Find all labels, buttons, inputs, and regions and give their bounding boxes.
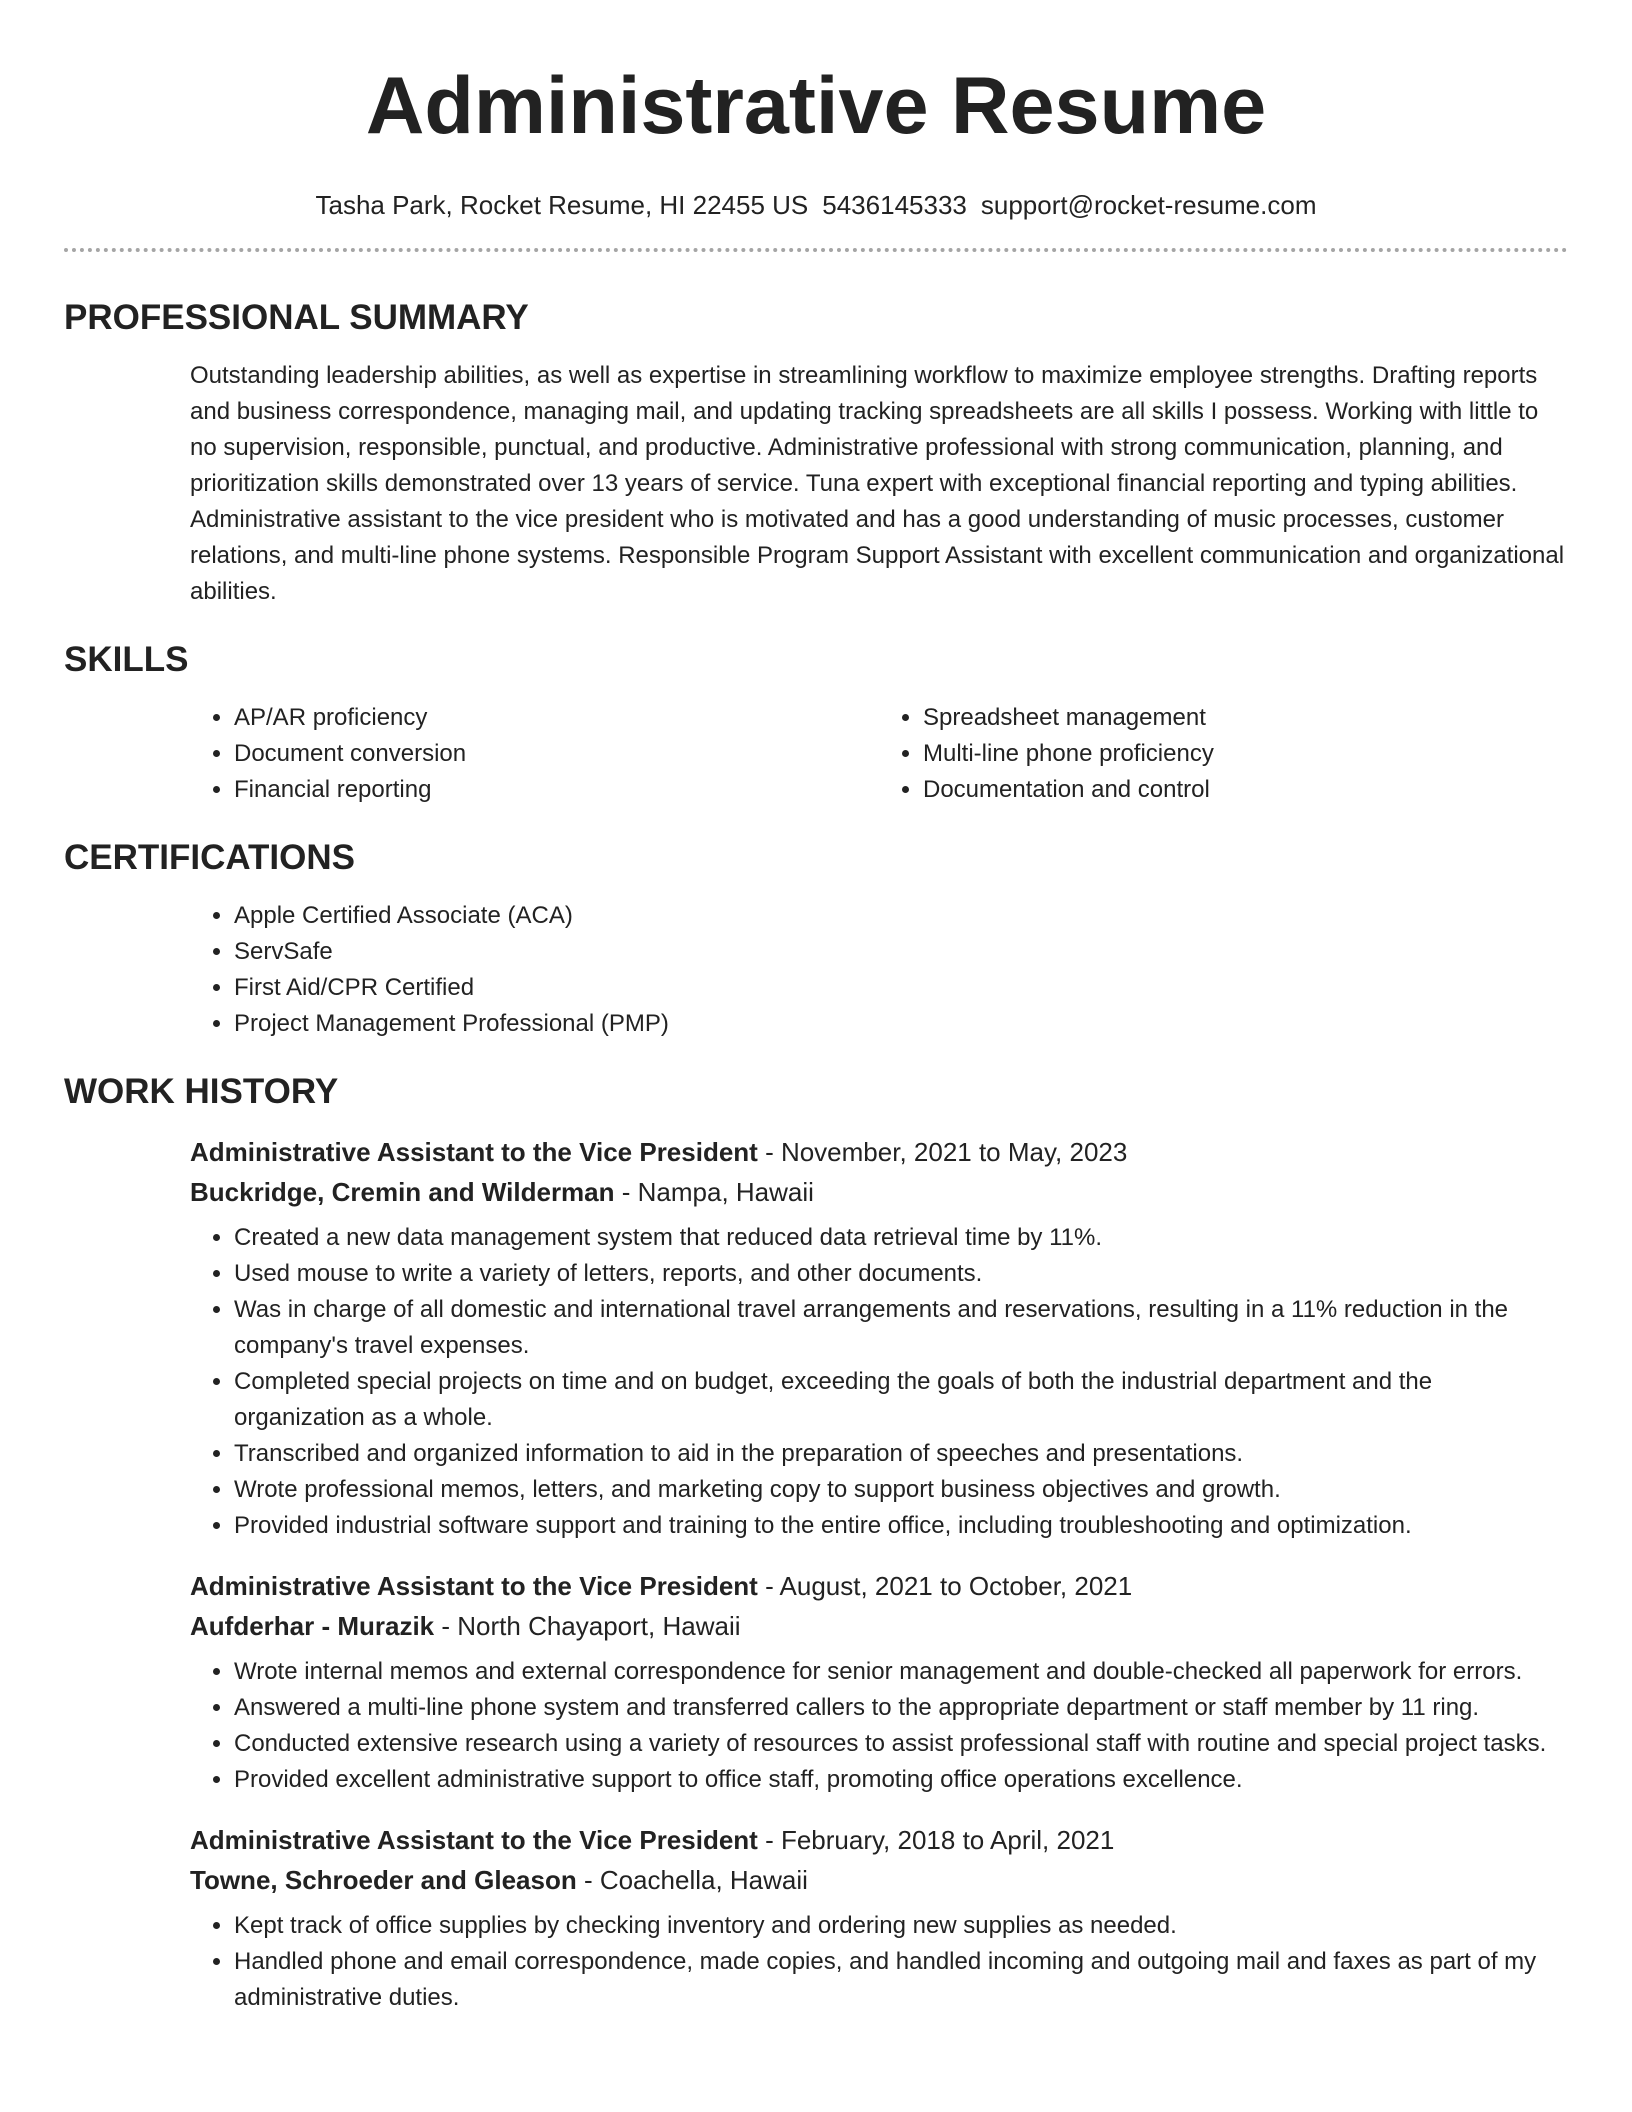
contact-line bbox=[64, 190, 1568, 220]
job-bullet: • Completed special projects on time and on budget, exceeding the goals of both the industrial department and the organization as a whole. bbox=[234, 1364, 1568, 1436]
job-bullet: • Provided excellent administrative support to office staff, promoting office operations excellence. bbox=[234, 1762, 1568, 1798]
skill-item: • Document conversion bbox=[234, 736, 879, 772]
skills-list-right bbox=[879, 700, 1568, 808]
job-title-line bbox=[190, 1820, 1568, 1860]
summary-section bbox=[64, 298, 1568, 610]
job-bullet: • Wrote professional memos, letters, and marketing copy to support business objectives and growth. bbox=[234, 1472, 1568, 1508]
job-title: Administrative Assistant to the Vice President bbox=[190, 1137, 758, 1167]
job-bullet: • Used mouse to write a variety of letters, reports, and other documents. bbox=[234, 1256, 1568, 1292]
skill-item: • Financial reporting bbox=[234, 772, 879, 808]
skills-section bbox=[64, 640, 1568, 808]
resume-page bbox=[64, 0, 1568, 2038]
job-location: - Nampa, Hawaii bbox=[614, 1177, 814, 1207]
certification-item: • First Aid/CPR Certified bbox=[234, 970, 1568, 1006]
skills-grid bbox=[190, 700, 1568, 808]
resume-title: Administrative Resume bbox=[365, 61, 1267, 151]
work-body bbox=[190, 1132, 1568, 2016]
job-bullet: • Answered a multi-line phone system and transferred callers to the appropriate department or staff member by 11 ring. bbox=[234, 1690, 1568, 1726]
job-entry bbox=[190, 1132, 1568, 1544]
job-dates: - November, 2021 to May, 2023 bbox=[757, 1137, 1128, 1167]
job-entry bbox=[190, 1820, 1568, 2016]
job-dates: - August, 2021 to October, 2021 bbox=[757, 1571, 1133, 1601]
job-entry bbox=[190, 1566, 1568, 1798]
job-company-line bbox=[190, 1172, 1568, 1212]
job-bullet: • Provided industrial software support and training to the entire office, including troubleshooting and optimization. bbox=[234, 1508, 1568, 1544]
contact-email: support@rocket-resume.com bbox=[980, 190, 1317, 220]
job-bullet: • Handled phone and email correspondence, made copies, and handled incoming and outgoing mail and faxes as part of my administrative duties. bbox=[234, 1944, 1568, 2016]
job-company-line bbox=[190, 1860, 1568, 1900]
job-dates: - February, 2018 to April, 2021 bbox=[757, 1825, 1115, 1855]
skill-item: • Spreadsheet management bbox=[923, 700, 1568, 736]
skill-item: • Multi-line phone proficiency bbox=[923, 736, 1568, 772]
certifications-section bbox=[64, 838, 1568, 1042]
summary-heading: PROFESSIONAL SUMMARY bbox=[64, 298, 529, 337]
certification-item: • Apple Certified Associate (ACA) bbox=[234, 898, 1568, 934]
job-bullets bbox=[190, 1220, 1568, 1544]
header-divider bbox=[64, 248, 1568, 252]
job-company: Aufderhar - Murazik bbox=[190, 1611, 435, 1641]
contact-phone: 5436145333 bbox=[822, 190, 967, 220]
work-heading: WORK HISTORY bbox=[64, 1072, 339, 1111]
job-title-line bbox=[190, 1566, 1568, 1606]
job-bullets bbox=[190, 1908, 1568, 2016]
job-bullet: • Wrote internal memos and external correspondence for senior management and double-checked all paperwork for errors. bbox=[234, 1654, 1568, 1690]
work-section bbox=[64, 1072, 1568, 2016]
certifications-body bbox=[190, 898, 1568, 1042]
certifications-heading: CERTIFICATIONS bbox=[64, 838, 356, 877]
job-location: - North Chayaport, Hawaii bbox=[434, 1611, 741, 1641]
certifications-list bbox=[190, 898, 1568, 1042]
job-company: Buckridge, Cremin and Wilderman bbox=[190, 1177, 615, 1207]
job-location: - Coachella, Hawaii bbox=[576, 1865, 808, 1895]
skill-item: • AP/AR proficiency bbox=[234, 700, 879, 736]
job-company: Towne, Schroeder and Gleason bbox=[190, 1865, 577, 1895]
skills-list-left bbox=[190, 700, 879, 808]
job-bullet: • Transcribed and organized information to aid in the preparation of speeches and presentations. bbox=[234, 1436, 1568, 1472]
skills-heading: SKILLS bbox=[64, 640, 189, 679]
summary-text: Outstanding leadership abilities, as well as expertise in streamlining workflow to maximize employee strengths. Drafting reports and business correspondence, managing mail, and updating tracking spreadsheets are all skills I possess. Working with little to no supervision, responsible, punctual, and productive. Administrative professional with strong communication, planning, and prioritization skills demonstrated over 13 years of service. Tuna expert with exceptional financial reporting and typing abilities. Administrative assistant to the vice president who is motivated and has a good understanding of music processes, customer relations, and multi-line phone systems. Responsible Program Support Assistant with excellent communication and organizational abilities. bbox=[190, 362, 1565, 605]
job-bullet: • Was in charge of all domestic and international travel arrangements and reservations, resulting in a 11% reduction in the company's travel expenses. bbox=[234, 1292, 1568, 1364]
job-bullet: • Conducted extensive research using a variety of resources to assist professional staff with routine and special project tasks. bbox=[234, 1726, 1568, 1762]
job-bullet: • Kept track of office supplies by checking inventory and ordering new supplies as needed. bbox=[234, 1908, 1568, 1944]
certification-item: • Project Management Professional (PMP) bbox=[234, 1006, 1568, 1042]
job-bullet: • Created a new data management system that reduced data retrieval time by 11%. bbox=[234, 1220, 1568, 1256]
job-title: Administrative Assistant to the Vice President bbox=[190, 1825, 758, 1855]
job-title-line bbox=[190, 1132, 1568, 1172]
skill-item: • Documentation and control bbox=[923, 772, 1568, 808]
job-title: Administrative Assistant to the Vice President bbox=[190, 1571, 758, 1601]
job-bullets bbox=[190, 1654, 1568, 1798]
job-company-line bbox=[190, 1606, 1568, 1646]
certification-item: • ServSafe bbox=[234, 934, 1568, 970]
contact-address: Tasha Park, Rocket Resume, HI 22455 US bbox=[315, 190, 809, 220]
